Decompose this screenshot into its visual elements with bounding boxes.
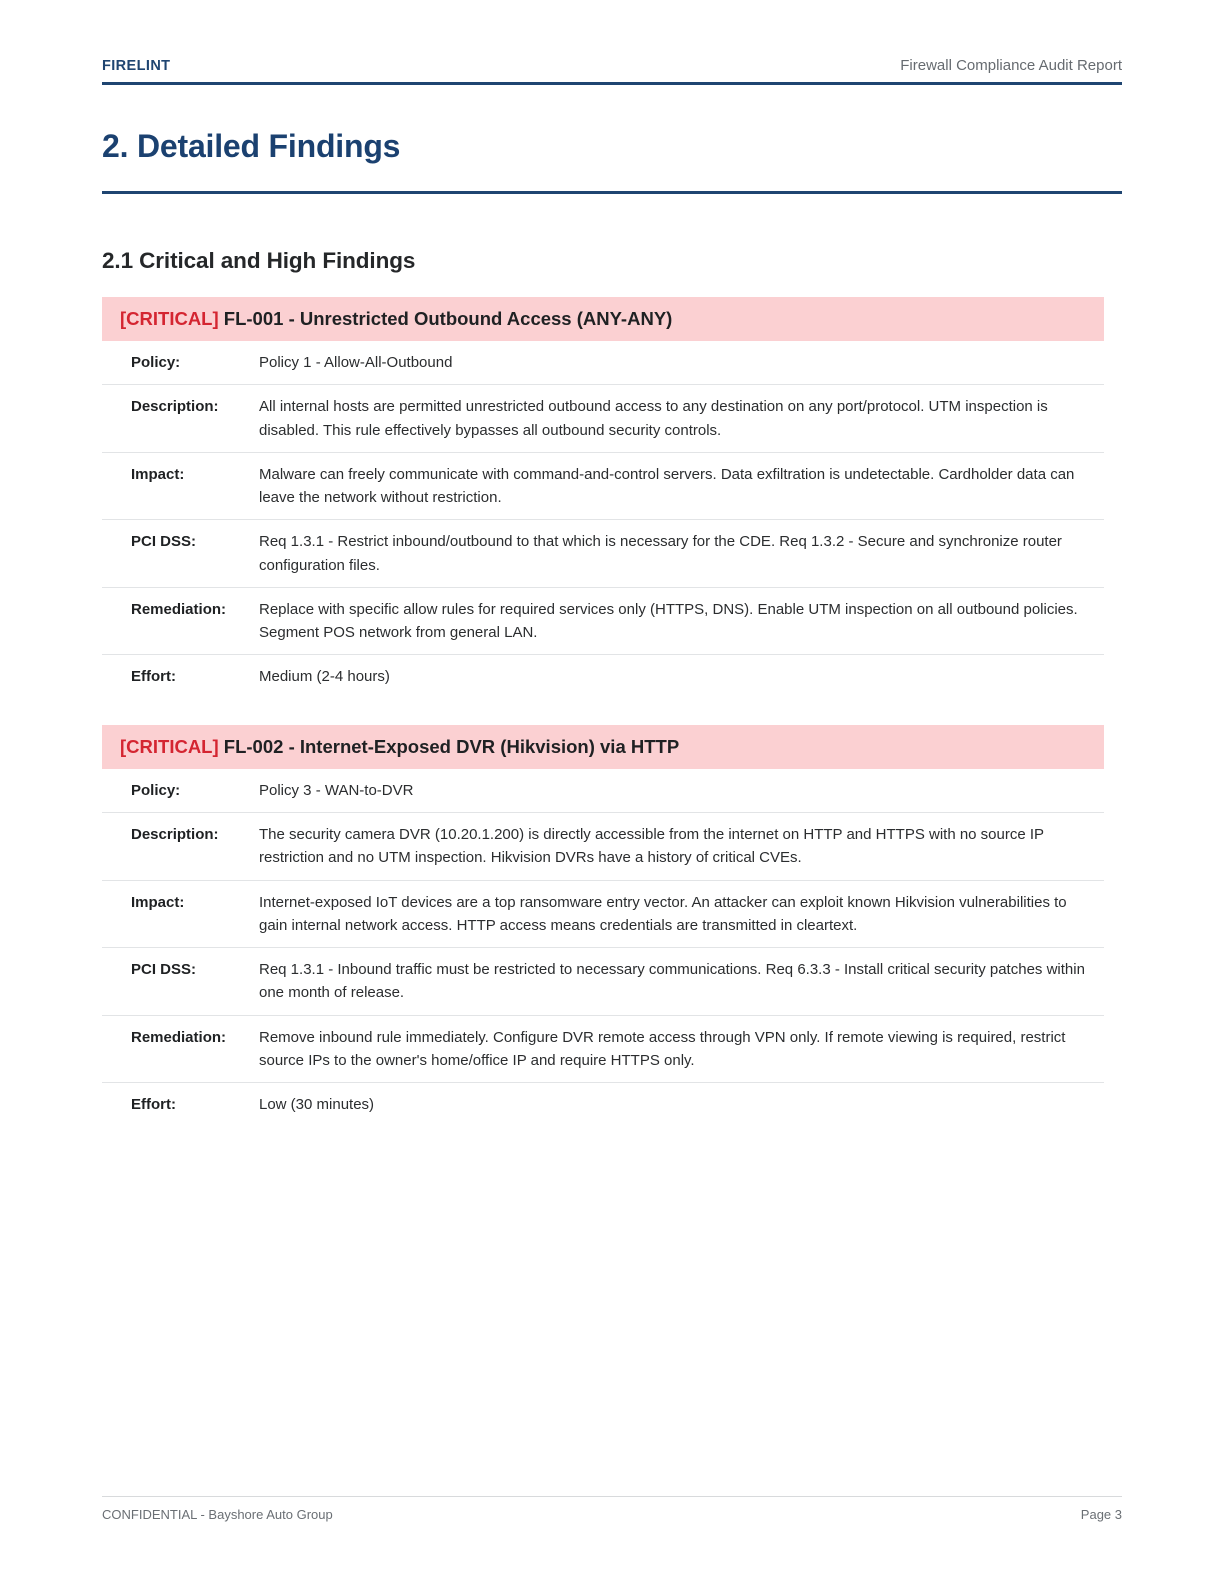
table-row (102, 1083, 1104, 1127)
finding-field-value: Policy 1 - Allow-All-Outbound (259, 354, 453, 372)
finding-field-label: Policy: (131, 781, 181, 799)
finding-field-label: Effort: (131, 1096, 176, 1113)
table-row (102, 769, 1104, 813)
footer-confidentiality-label: CONFIDENTIAL - Bayshore Auto Group (102, 1507, 333, 1522)
document-header (102, 57, 1122, 85)
finding-field-value: Malware can freely communicate with command-and-control servers. Data exfiltration is undetectable. Cardholder data can leave the network without restriction. (259, 465, 1075, 507)
finding-field-value: Internet-exposed IoT devices are a top ransomware entry vector. An attacker can exploit known Hikvision vulnerabilities to gain internal network access. HTTP access means credentials are transmitted in cleartext. (259, 893, 1067, 934)
page-title: 2. Detailed Findings (102, 128, 401, 164)
finding-block (102, 297, 1104, 699)
severity-badge: [CRITICAL] (120, 735, 219, 757)
table-row (102, 385, 1104, 453)
section-heading-block (102, 128, 1122, 194)
finding-banner (102, 297, 1104, 341)
finding-field-value: The security camera DVR (10.20.1.200) is directly accessible from the internet on HTTP and HTTPS with no source IP restriction and no UTM inspection. Hikvision DVRs have a history of critical CVEs. (259, 826, 1044, 867)
table-row (102, 813, 1104, 881)
subsection-title: 2.1 Critical and High Findings (102, 248, 416, 273)
table-row (102, 948, 1104, 1016)
severity-badge: [CRITICAL] (120, 308, 219, 329)
header-report-title: Firewall Compliance Audit Report (900, 57, 1122, 74)
finding-field-label: Description: (131, 826, 219, 843)
finding-field-value: Policy 3 - WAN-to-DVR (259, 781, 414, 799)
table-row (102, 587, 1104, 655)
finding-field-label: PCI DSS: (131, 961, 197, 978)
document-footer (102, 1496, 1122, 1522)
findings-list (102, 297, 1104, 1152)
finding-title: FL-002 - Internet-Exposed DVR (Hikvision) via HTTP (223, 735, 680, 757)
section-divider (102, 191, 1122, 194)
table-row (102, 1015, 1104, 1083)
finding-field-label: Impact: (131, 465, 185, 483)
table-row (102, 452, 1104, 520)
finding-banner (102, 725, 1104, 769)
finding-field-value: Req 1.3.1 - Inbound traffic must be restricted to necessary communications. Req 6.3.3 - Install critical security patches within one month of release. (259, 961, 1085, 1002)
finding-field-label: Description: (131, 398, 219, 416)
finding-field-value: Medium (2-4 hours) (259, 668, 390, 686)
finding-block (102, 725, 1104, 1127)
finding-detail-table (102, 341, 1104, 699)
finding-field-value: Remove inbound rule immediately. Configure DVR remote access through VPN only. If remote viewing is required, restrict source IPs to the owner's home/office IP and require HTTPS only. (259, 1028, 1066, 1069)
finding-field-value: All internal hosts are permitted unrestricted outbound access to any destination on any port/protocol. UTM inspection is disabled. This rule effectively bypasses all outbound security controls. (259, 398, 1048, 439)
finding-detail-table (102, 769, 1104, 1127)
finding-field-label: Policy: (131, 354, 181, 372)
finding-title: FL-001 - Unrestricted Outbound Access (ANY-ANY) (223, 308, 673, 329)
finding-field-label: Effort: (131, 668, 176, 686)
finding-field-value: Low (30 minutes) (259, 1096, 375, 1113)
table-row (102, 341, 1104, 385)
table-row (102, 880, 1104, 948)
brand-logo-text: FIRELINT (102, 58, 171, 74)
finding-field-label: Impact: (131, 893, 185, 911)
finding-field-value: Req 1.3.1 - Restrict inbound/outbound to that which is necessary for the CDE. Req 1.3.2 - Secure and synchronize router configuration files. (259, 533, 1062, 574)
finding-field-label: Remediation: (131, 1028, 227, 1046)
footer-page-number: Page 3 (1080, 1507, 1122, 1522)
table-row (102, 655, 1104, 699)
finding-field-label: Remediation: (131, 600, 227, 618)
finding-field-value: Replace with specific allow rules for required services only (HTTPS, DNS). Enable UTM inspection on all outbound policies. Segment POS network from general LAN. (259, 600, 1078, 642)
finding-field-label: PCI DSS: (131, 533, 197, 551)
table-row (102, 520, 1104, 588)
